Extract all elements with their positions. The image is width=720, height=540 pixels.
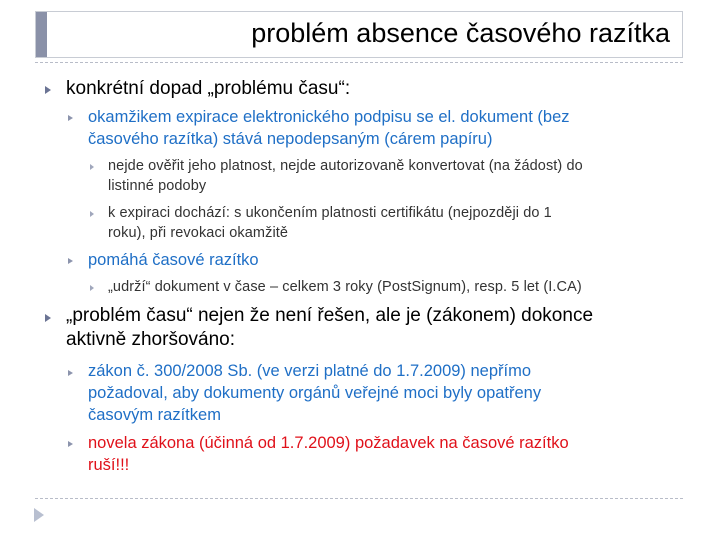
next-slide-arrow-icon[interactable]: [34, 508, 44, 522]
bullet-arrow-icon: [68, 441, 73, 447]
bottom-divider: [35, 498, 683, 499]
bullet-item-1: konkrétní dopad „problému času“:: [66, 78, 351, 99]
bullet-item-1-1-2-line-2: roku), při revokaci okamžitě: [108, 225, 289, 241]
bullet-item-1-2: pomáhá časové razítko: [88, 251, 259, 269]
bullet-item-1-2-1: „udrží“ dokument v čase – celkem 3 roky (PostSignum), resp. 5 let (I.CA): [108, 279, 582, 295]
bullet-item-2-line-2: aktivně zhoršováno:: [66, 329, 235, 350]
bullet-item-1-1-1-line-2: listinné podoby: [108, 178, 207, 194]
bullet-arrow-icon: [90, 164, 94, 170]
bullet-item-1-1-line-2: časového razítka) stává nepodepsaným (cárem papíru): [88, 130, 493, 148]
bullet-arrow-icon: [45, 314, 51, 322]
bullet-item-2-2-line-1: novela zákona (účinná od 1.7.2009) požadavek na časové razítko: [88, 434, 569, 452]
slide-title: problém absence časového razítka: [251, 18, 670, 48]
bullet-arrow-icon: [68, 258, 73, 264]
bullet-item-2-2-line-2: ruší!!!: [88, 456, 130, 474]
bullet-item-1-1-line-1: okamžikem expirace elektronického podpisu se el. dokument (bez: [88, 108, 570, 126]
bullet-item-2-line-1: „problém času“ nejen že není řešen, ale je (zákonem) dokonce: [66, 305, 594, 326]
bullet-item-1-1-2-line-1: k expiraci dochází: s ukončením platnosti certifikátu (nejpozději do 1: [108, 205, 552, 221]
bullet-arrow-icon: [90, 285, 94, 291]
bullet-arrow-icon: [68, 370, 73, 376]
bullet-item-2-1-line-3: časovým razítkem: [88, 406, 221, 424]
bullet-item-2-1-line-1: zákon č. 300/2008 Sb. (ve verzi platné do 1.7.2009) nepřímo: [88, 362, 532, 380]
bullet-item-1-1-1-line-1: nejde ověřit jeho platnost, nejde autorizovaně konvertovat (na žádost) do: [108, 158, 583, 174]
bullet-arrow-icon: [68, 115, 73, 121]
bullet-item-2-1-line-2: požadoval, aby dokumenty orgánů veřejné moci byly opatřeny: [88, 384, 542, 402]
bullet-arrow-icon: [45, 86, 51, 94]
bullet-arrow-icon: [90, 211, 94, 217]
